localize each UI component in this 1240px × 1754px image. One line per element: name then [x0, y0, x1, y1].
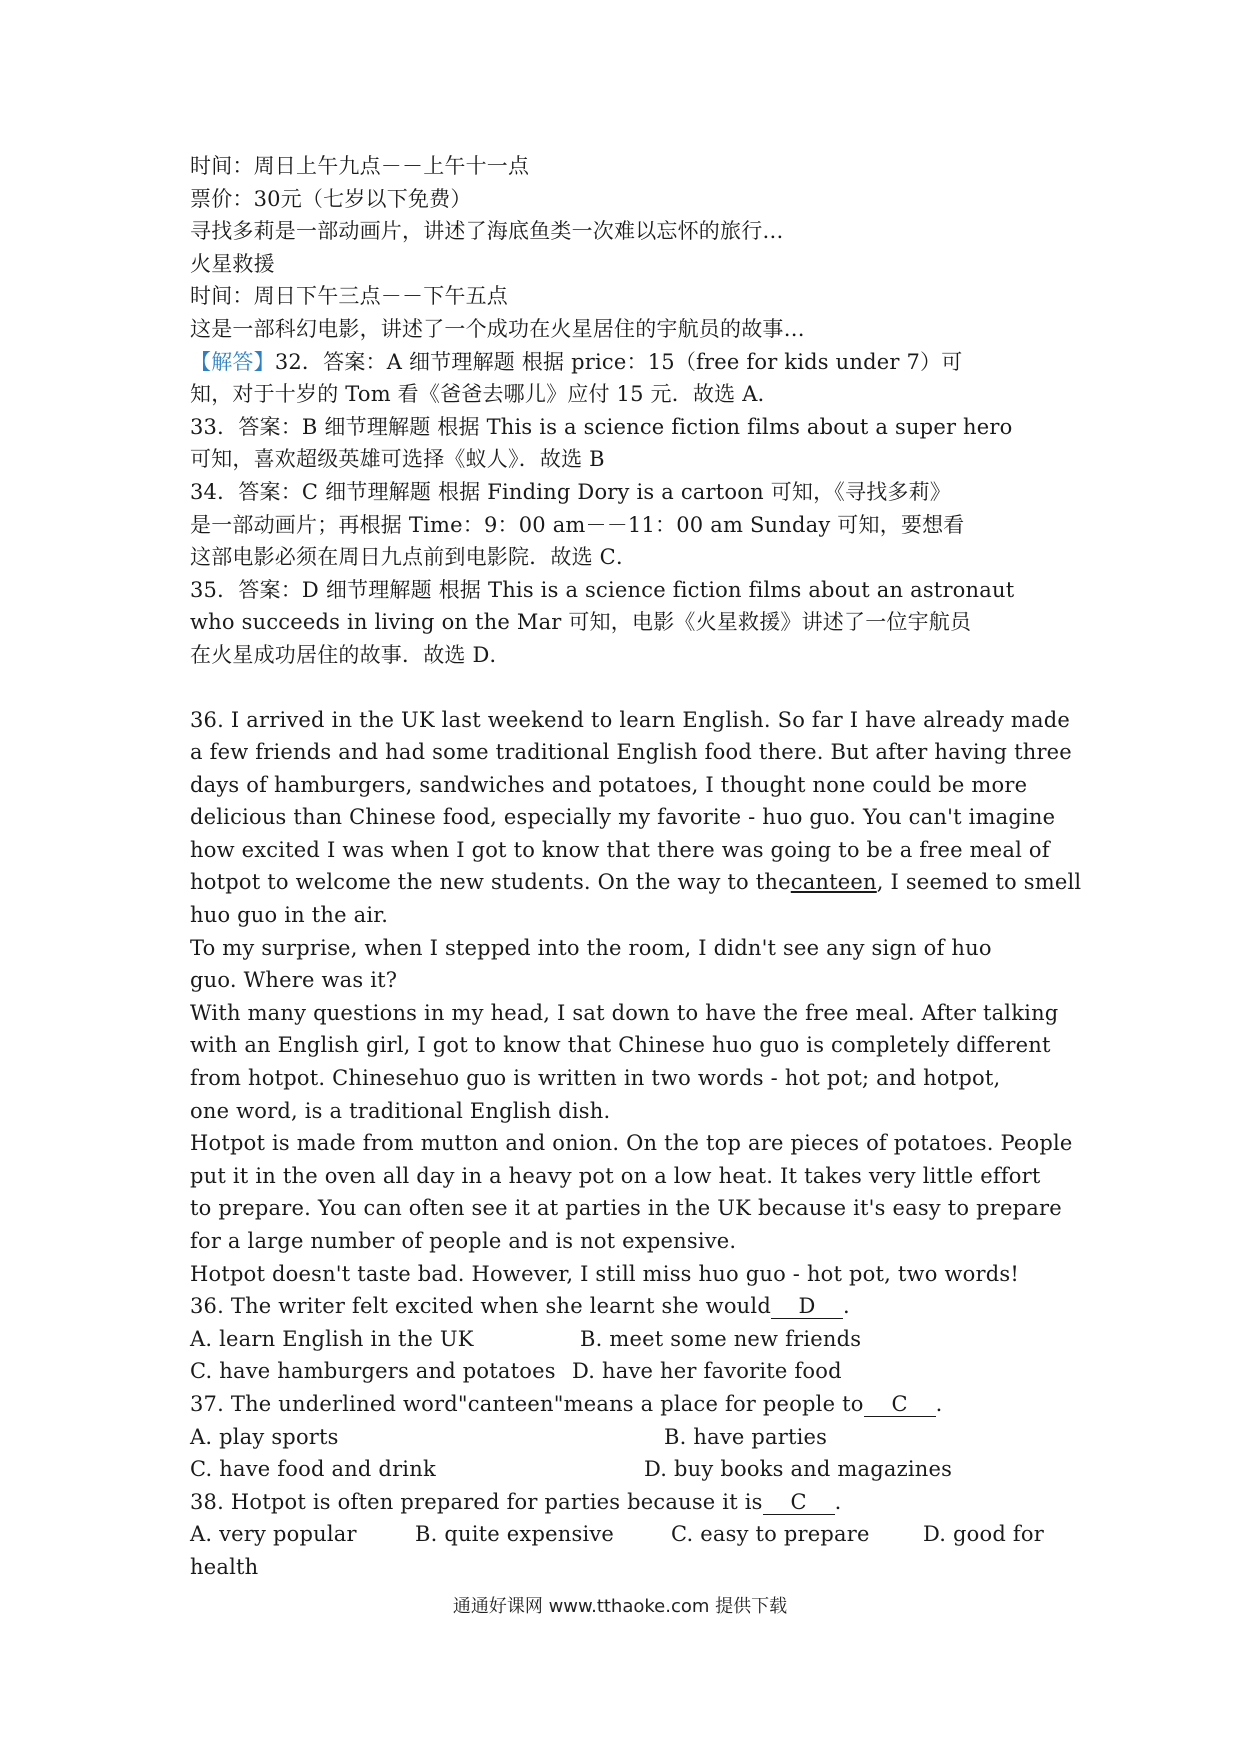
document-page: [190, 150, 1082, 1584]
question-37-stem: [190, 1388, 1070, 1421]
passage-line: days of hamburgers, sandwiches and potatoes, I thought none could be more: [190, 772, 1028, 797]
question-text: 36. The writer felt excited when she learnt she would: [190, 1294, 771, 1319]
answer-bracket-label: 【解答】: [190, 349, 275, 374]
question-38-stem: [190, 1486, 1070, 1519]
answer-line: 这部电影必须在周日九点前到电影院．故选 C．: [190, 545, 638, 570]
passage-line: how excited I was when I got to know that there was going to be a free meal of: [190, 837, 1050, 862]
finding-dory-description: 寻找多莉是一部动画片，讲述了海底鱼类一次难以忘怀的旅行…: [190, 219, 784, 244]
passage-line: To my surprise, when I stepped into the room, I didn't see any sign of huo: [190, 935, 992, 960]
passage-line: Hotpot is made from mutton and onion. On the top are pieces of potatoes. People: [190, 1131, 1073, 1156]
passage-line: put it in the oven all day in a heavy pot on a low heat. It takes very little effort: [190, 1163, 1041, 1188]
schedule-time-line: 时间：周日上午九点－－上午十一点: [190, 154, 530, 178]
martian-time-line: 时间：周日下午三点－－下午五点: [190, 284, 508, 309]
page-footer: 通通好课网 www.tthaoke.com 提供下载: [452, 1596, 788, 1617]
martian-description: 这是一部科幻电影，讲述了一个成功在火星居住的宇航员的故事…: [190, 316, 805, 341]
option-c: C. have food and drink: [190, 1457, 436, 1482]
passage-line: with an English girl, I got to know that Chinese huo guo is completely different: [190, 1033, 1051, 1058]
passage-line: 36. I arrived in the UK last weekend to learn English. So far I have already made: [190, 707, 1071, 732]
passage-line-canteen: [190, 866, 1082, 899]
ticket-price-line: 票价：30元（七岁以下免费）: [190, 186, 472, 211]
question-text: 37. The underlined word"canteen"means a place for people to: [190, 1391, 864, 1416]
answer-line: 是一部动画片；再根据 Time：9：00 am－－11：00 am Sunday 可知，要想看: [190, 512, 965, 537]
passage-line: With many questions in my head, I sat down to have the free meal. After talking: [190, 1000, 1059, 1025]
answer-line: 可知，喜欢超级英雄可选择《蚁人》．故选 B: [190, 447, 605, 472]
question-37-options-row2: [190, 1453, 1070, 1486]
option-b: B. have parties: [664, 1424, 828, 1449]
question-37-options-row1: [190, 1421, 1070, 1454]
answer-blank: C: [864, 1392, 936, 1417]
passage-text: hotpot to welcome the new students. On the way to the: [190, 870, 791, 895]
option-a: A. play sports: [190, 1424, 339, 1449]
question-36-options-row2: [190, 1355, 1070, 1388]
answer-text: 32．答案：A 细节理解题 根据 price：15（free for kids under 7）可: [274, 349, 963, 374]
option-b: B. quite expensive: [415, 1522, 615, 1547]
answer-line: 在火星成功居住的故事．故选 D．: [190, 642, 511, 667]
option-d-wrap: health: [190, 1554, 259, 1579]
passage-line: for a large number of people and is not expensive.: [190, 1229, 737, 1253]
passage-line: from hotpot. Chinesehuo guo is written in two words - hot pot; and hotpot,: [190, 1066, 1001, 1091]
option-b: B. meet some new friends: [580, 1326, 862, 1351]
passage-line: to prepare. You can often see it at parties in the UK because it's easy to prepare: [190, 1196, 1062, 1221]
question-end: .: [834, 1489, 842, 1514]
answer-line: 35．答案：D 细节理解题 根据 This is a science fiction films about an astronaut: [190, 577, 1015, 602]
passage-text: , I seemed to smell: [876, 870, 1082, 895]
option-c: C. have hamburgers and potatoes: [190, 1359, 556, 1384]
option-a: A. learn English in the UK: [190, 1326, 474, 1351]
answer-line: 33．答案：B 细节理解题 根据 This is a science fiction films about a super hero: [190, 414, 1013, 439]
underlined-word-canteen: canteen: [790, 870, 877, 895]
answer-line: 34．答案：C 细节理解题 根据 Finding Dory is a cartoon 可知，《寻找多莉》: [190, 479, 951, 504]
option-c: C. easy to prepare: [671, 1522, 870, 1547]
answer-line-32a: [190, 346, 1070, 379]
answer-blank: C: [763, 1490, 835, 1515]
passage-line: guo. Where was it?: [190, 968, 398, 993]
question-38-options-row1: [190, 1518, 1070, 1551]
section-gap: [190, 672, 1070, 704]
option-a: A. very popular: [190, 1522, 357, 1547]
question-36-options-row1: [190, 1323, 1070, 1356]
option-d: D. good for: [923, 1522, 1044, 1547]
passage-line: one word, is a traditional English dish.: [190, 1098, 611, 1123]
option-d: D. buy books and magazines: [644, 1457, 953, 1482]
question-end: .: [935, 1391, 943, 1416]
movie-title-martian: 火星救援: [190, 251, 275, 276]
question-text: 38. Hotpot is often prepared for parties because it is: [190, 1489, 763, 1514]
passage-line: huo guo in the air.: [190, 903, 389, 928]
passage-line: delicious than Chinese food, especially my favorite - huo guo. You can't imagine: [190, 805, 1056, 830]
answer-line: 知，对于十岁的 Tom 看《爸爸去哪儿》应付 15 元．故选 A．: [190, 382, 779, 407]
question-36-stem: [190, 1290, 1070, 1323]
answer-line: who succeeds in living on the Mar 可知，电影《火星救援》讲述了一位宇航员: [190, 610, 972, 635]
option-d: D. have her favorite food: [572, 1359, 842, 1384]
passage-line: a few friends and had some traditional English food there. But after having three: [190, 740, 1072, 765]
passage-line: Hotpot doesn't taste bad. However, I still miss huo guo - hot pot, two words!: [190, 1261, 1019, 1286]
answer-blank: D: [771, 1294, 843, 1319]
question-end: .: [842, 1294, 850, 1319]
